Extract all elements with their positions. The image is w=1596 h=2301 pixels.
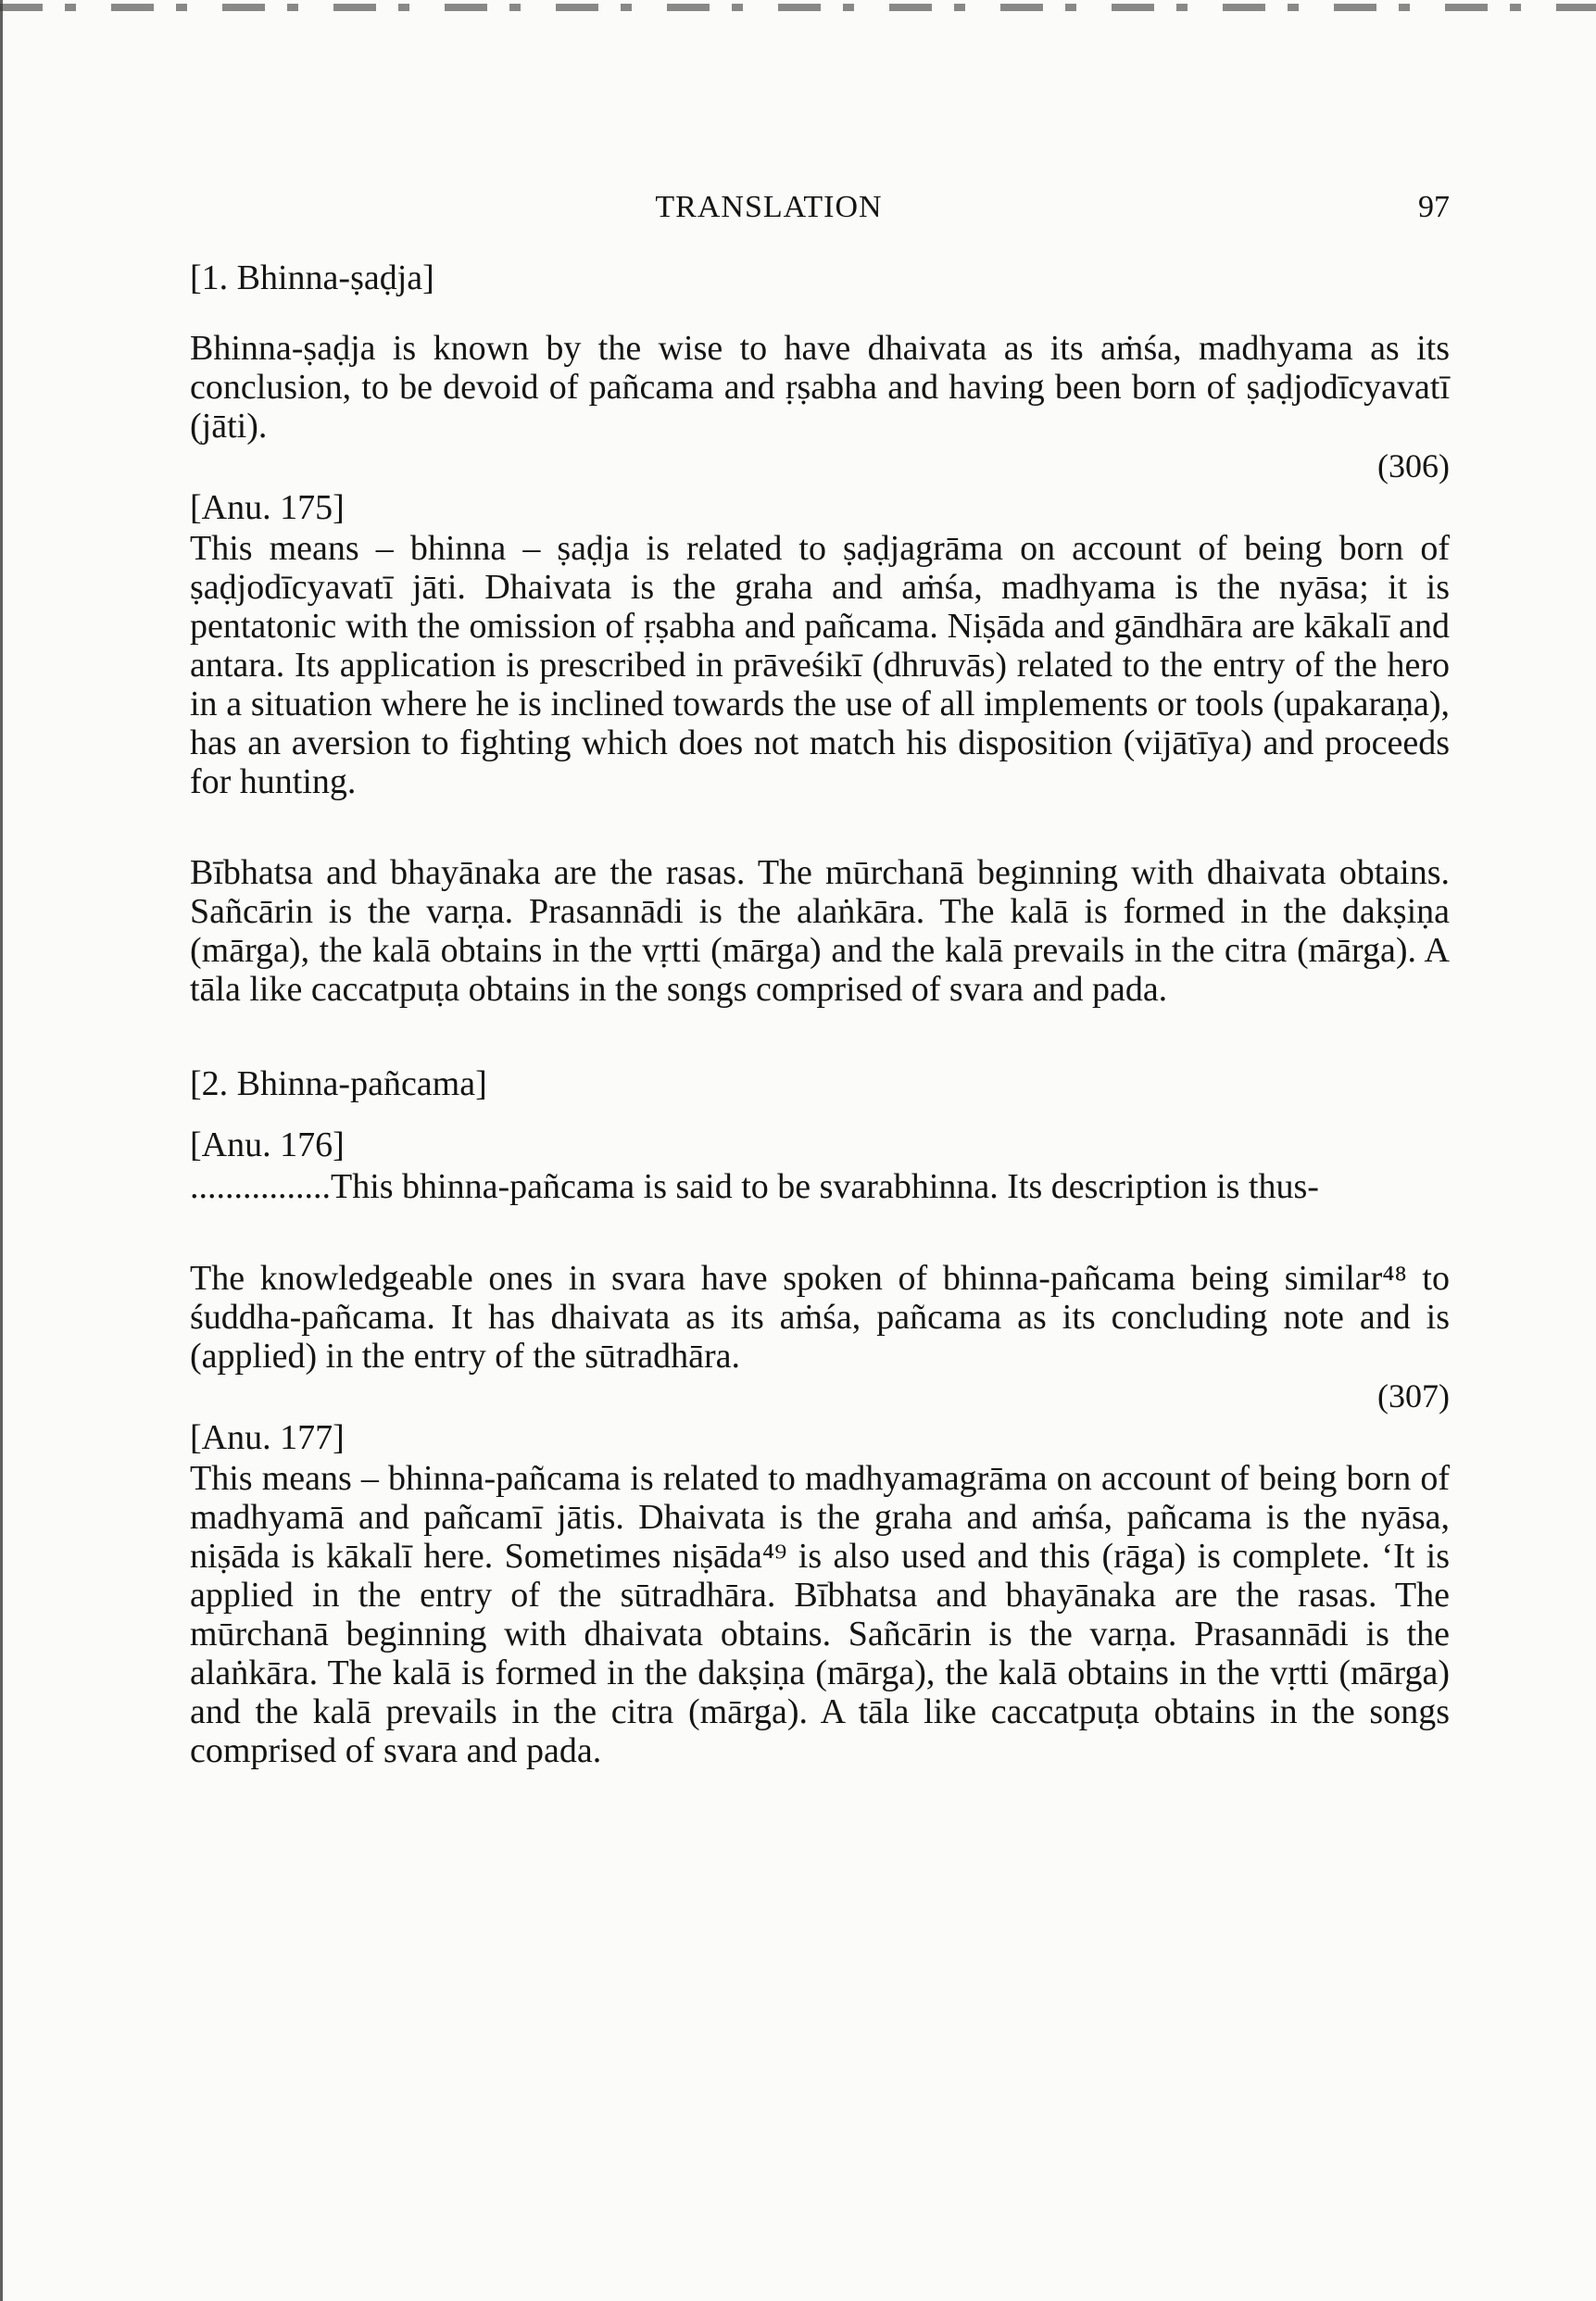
section-bhinna-shadja [190,255,1450,1009]
anu-reference: [Anu. 175] [190,488,345,527]
lead-line [190,1166,1450,1207]
lead-dots: ................ [190,1167,331,1206]
lead-text: This bhinna-pañcama is said to be svarabhinna. Its description is thus- [331,1167,1319,1206]
verse-text: The knowledgeable ones in svara have spoken of bhinna-pañcama being similar⁴⁸ to śuddha-pañcama. It has dhaivata as its aṁśa, pañcama as its concluding note and is (applied) in the entry of the sūtradhāra. [190,1259,1450,1376]
scan-edge-left [0,0,3,2301]
commentary-paragraph: This means – bhinna – ṣaḍja is related to ṣaḍjagrāma on account of being born of ṣaḍjodīcyavatī jāti. Dhaivata is the graha and aṁśa, madhyama is the nyāsa; it is pentatonic with the omission of ṛṣabha and pañcama. Niṣāda and gāndhāra are kākalī and antara. Its application is prescribed in prāveśikī (dhruvās) related to the entry of the hero in a situation where he is inclined towards the use of all implements or tools (upakaraṇa), has an aversion to fighting which does not match his disposition (vijātīya) and proceeds for hunting. [190,529,1450,801]
section-bhinna-pancama [190,1061,1450,1770]
commentary-paragraph: Bībhatsa and bhayānaka are the rasas. The mūrchanā beginning with dhaivata obtains. Sañcārin is the varṇa. Prasannādi is the alaṅkāra. The kalā is formed in the dakṣiṇa (mārga), the kalā obtains in the vṛtti (mārga) and the kalā prevails in the citra (mārga). A tāla like caccatpuṭa obtains in the songs comprised of svara and pada. [190,853,1450,1009]
anu-reference: [Anu. 177] [190,1418,345,1457]
section-heading: [2. Bhinna-pañcama] [190,1064,487,1103]
verse-text: Bhinna-ṣaḍja is known by the wise to have dhaivata as its aṁśa, madhyama as its conclusion, to be devoid of pañcama and ṛṣabha and having been born of ṣaḍjodīcyavatī (jāti). [190,329,1450,446]
verse-number: (306) [1377,447,1450,484]
anu-reference: [Anu. 176] [190,1125,345,1164]
page-number: 97 [1418,190,1450,224]
running-head: TRANSLATION [655,190,883,224]
book-page [190,0,1450,2301]
page-header [190,190,1450,231]
page-content [190,255,1450,1770]
verse-number: (307) [1377,1377,1450,1415]
commentary-paragraph: This means – bhinna-pañcama is related to madhyamagrāma on account of being born of madhyamā and pañcamī jātis. Dhaivata is the graha and aṁśa, pañcama is the nyāsa, niṣāda is kākalī here. Sometimes niṣāda⁴⁹ is also used and this (rāga) is complete. ʻIt is applied in the entry of the sūtradhāra. Bībhatsa and bhayānaka are the rasas. The mūrchanā beginning with dhaivata obtains. Sañcārin is the varṇa. Prasannādi is the alaṅkāra. The kalā is formed in the dakṣiṇa (mārga), the kalā obtains in the vṛtti (mārga) and the kalā prevails in the citra (mārga). A tāla like caccatpuṭa obtains in the songs comprised of svara and pada. [190,1459,1450,1770]
section-heading: [1. Bhinna-ṣaḍja] [190,258,434,297]
